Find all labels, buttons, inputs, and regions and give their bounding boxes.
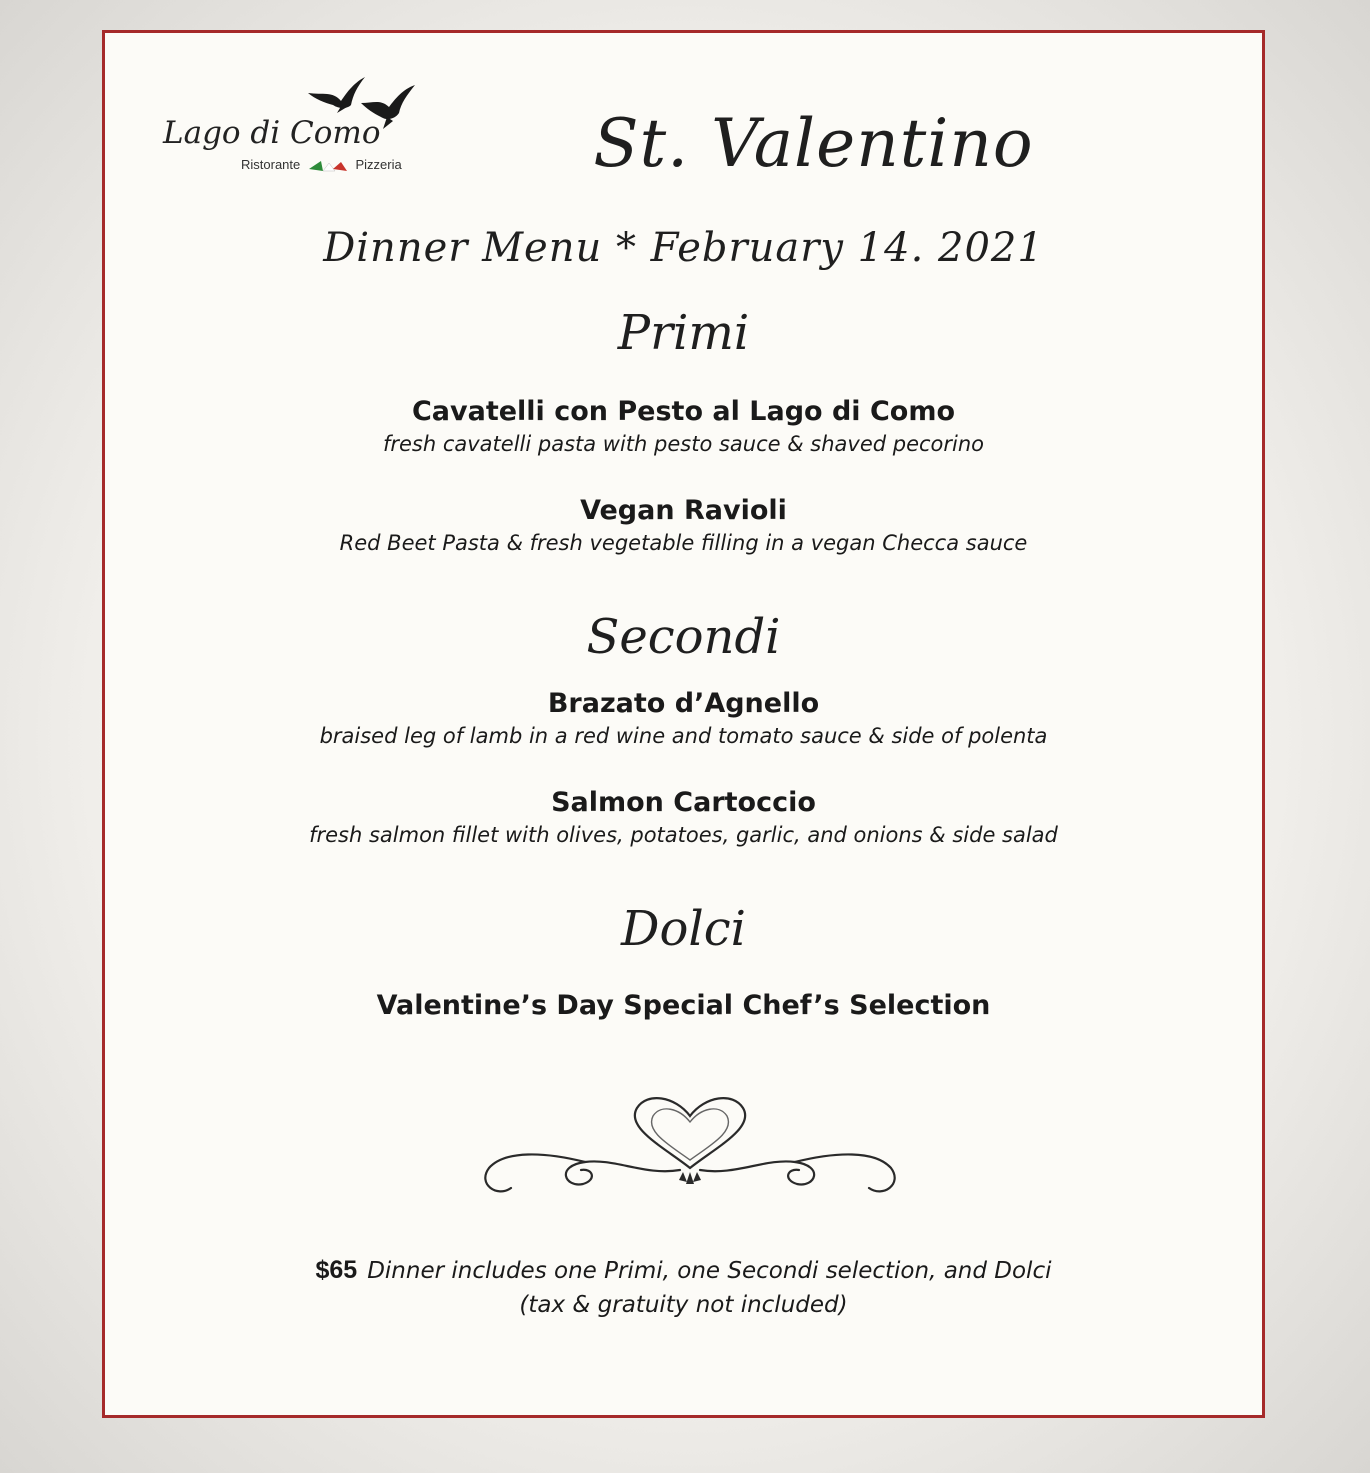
- dish-name: Salmon Cartoccio: [551, 787, 816, 818]
- dish-description: braised leg of lamb in a red wine and tomato sauce & side of polenta: [319, 724, 1048, 748]
- footer-note: Dinner includes one Primi, one Secondi selection, and Dolci: [367, 1258, 1052, 1284]
- dish-name: Valentine’s Day Special Chef’s Selection: [376, 990, 991, 1021]
- dish-cavatelli: [105, 395, 1262, 459]
- dish-description: fresh cavatelli pasta with pesto sauce & shaved pecorino: [382, 432, 985, 456]
- footer-tax-note: (tax & gratuity not included): [519, 1292, 848, 1318]
- heart-ornament-icon: [475, 1088, 905, 1198]
- dish-description: fresh salmon fillet with olives, potatoes, garlic, and onions & side salad: [309, 823, 1058, 847]
- menu-footer: [105, 1253, 1262, 1322]
- logo-name: Lago di Como: [163, 115, 381, 151]
- footer-price-line: [105, 1253, 1262, 1288]
- section-heading-dolci: Dolci: [621, 901, 746, 957]
- logo-sub-right: Pizzeria: [355, 157, 402, 172]
- dish-name: Vegan Ravioli: [580, 495, 787, 526]
- section-heading-secondi: Secondi: [586, 609, 781, 665]
- dish-brazato: [105, 687, 1262, 751]
- menu-title: St. Valentino: [593, 105, 1034, 182]
- menu-subtitle: Dinner Menu * February 14. 2021: [323, 225, 1044, 271]
- menu-price: $65: [315, 1256, 358, 1284]
- dish-dolci: [105, 989, 1262, 1023]
- menu-card: [102, 30, 1265, 1418]
- section-heading-primi: Primi: [617, 305, 750, 361]
- dish-name: Brazato d’Agnello: [547, 688, 820, 719]
- dish-name: Cavatelli con Pesto al Lago di Como: [411, 396, 956, 427]
- dish-vegan-ravioli: [105, 494, 1262, 558]
- dish-description: Red Beet Pasta & fresh vegetable filling in a vegan Checca sauce: [339, 531, 1028, 555]
- logo-sub-left: Ristorante: [241, 157, 301, 172]
- dish-salmon: [105, 786, 1262, 850]
